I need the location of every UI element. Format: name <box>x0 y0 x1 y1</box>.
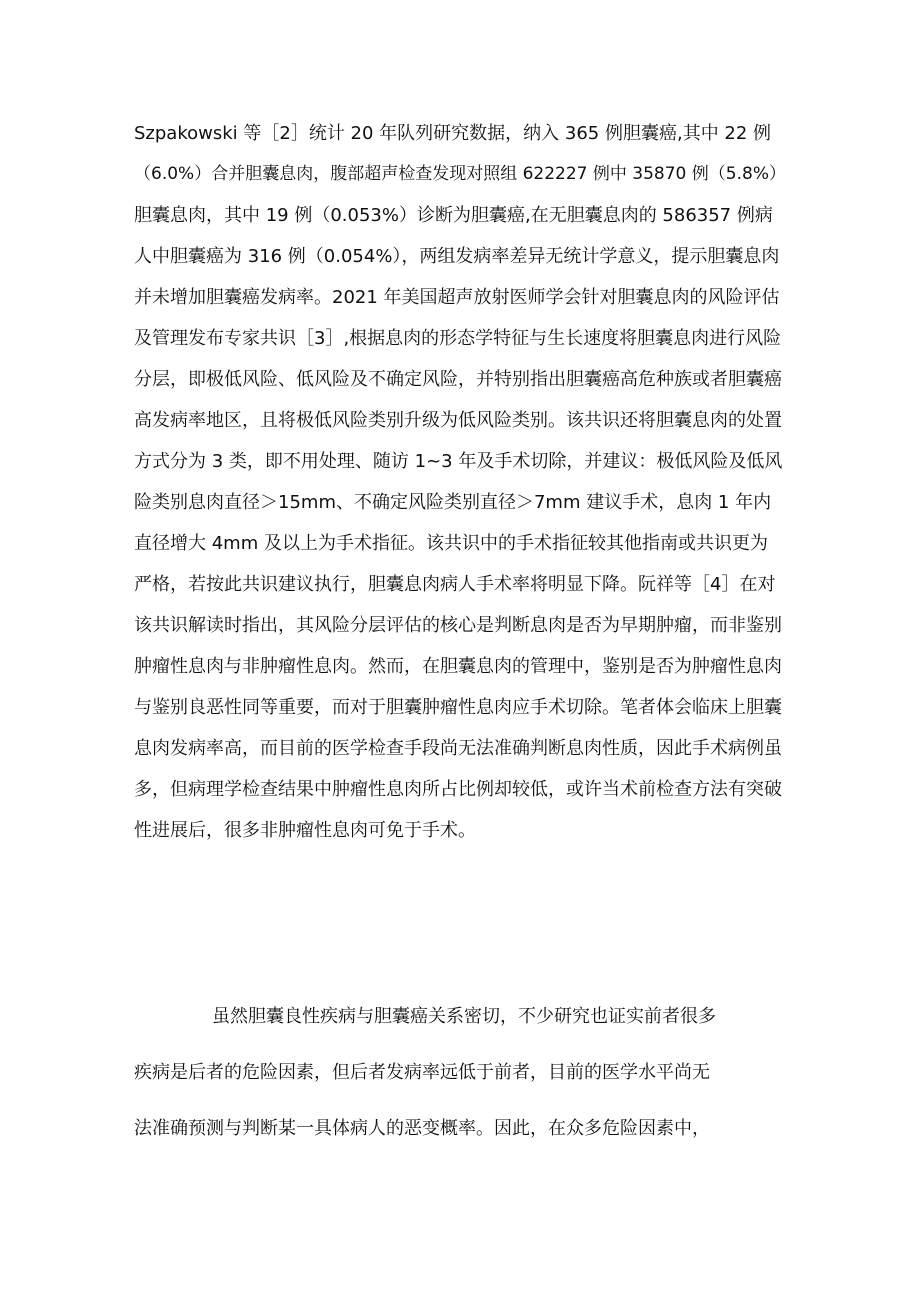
text-line: 分层，即极低风险、低风险及不确定风险，并特别指出胆囊癌高危种族或者胆囊癌 <box>134 369 782 390</box>
text-line: 多，但病理学检查结果中肿瘤性息肉所占比例却较低，或许当术前检查方法有突破 <box>134 779 782 800</box>
text-line: 方式分为 3 类，即不用处理、随访 1~3 年及手术切除，并建议：极低风险及低风 <box>134 451 783 472</box>
text-line: 息肉发病率高，而目前的医学检查手段尚无法准确判断息肉性质，因此手术病例虽 <box>134 738 782 759</box>
paragraph-1 <box>134 113 794 851</box>
paragraph-2 <box>134 989 794 1157</box>
text-line: 胆囊息肉，其中 19 例（0.053%）诊断为胆囊癌,在无胆囊息肉的 586357 例病 <box>134 205 773 226</box>
text-line: 直径增大 4mm 及以上为手术指征。该共识中的手术指征较其他指南或共识更为 <box>134 533 768 554</box>
text-line: Szpakowski 等［2］统计 20 年队列研究数据，纳入 365 例胆囊癌,其中 22 例 <box>134 123 772 144</box>
text-line: 疾病是后者的危险因素，但后者发病率远低于前者，目前的医学水平尚无 <box>134 1062 710 1083</box>
text-line: 及管理发布专家共识［3］,根据息肉的形态学特征与生长速度将胆囊息肉进行风险 <box>134 328 782 349</box>
text-line: 与鉴别良恶性同等重要，而对于胆囊肿瘤性息肉应手术切除。笔者体会临床上胆囊 <box>134 697 782 718</box>
text-line: （6.0%）合并胆囊息肉，腹部超声检查发现对照组 622227 例中 35870 例（5.8%） <box>134 164 786 184</box>
text-line: 法准确预测与判断某一具体病人的恶变概率。因此，在众多危险因素中， <box>134 1118 710 1139</box>
text-line: 高发病率地区，且将极低风险类别升级为低风险类别。该共识还将胆囊息肉的处置 <box>134 410 782 431</box>
text-line: 严格，若按此共识建议执行，胆囊息肉病人手术率将明显下降。阮祥等［4］在对 <box>134 574 776 595</box>
text-line: 肿瘤性息肉与非肿瘤性息肉。然而，在胆囊息肉的管理中，鉴别是否为肿瘤性息肉 <box>134 656 782 677</box>
text-line: 人中胆囊癌为 316 例（0.054%），两组发病率差异无统计学意义，提示胆囊息肉 <box>134 246 780 267</box>
text-line: 性进展后，很多非肿瘤性息肉可免于手术。 <box>134 820 476 841</box>
text-line: 该共识解读时指出，其风险分层评估的核心是判断息肉是否为早期肿瘤，而非鉴别 <box>134 615 782 636</box>
text-line: 并未增加胆囊癌发病率。2021 年美国超声放射医师学会针对胆囊息肉的风险评估 <box>134 287 780 308</box>
text-line: 险类别息肉直径＞15mm、不确定风险类别直径＞7mm 建议手术，息肉 1 年内 <box>134 492 772 513</box>
text-line: 虽然胆囊良性疾病与胆囊癌关系密切，不少研究也证实前者很多 <box>212 1006 716 1027</box>
